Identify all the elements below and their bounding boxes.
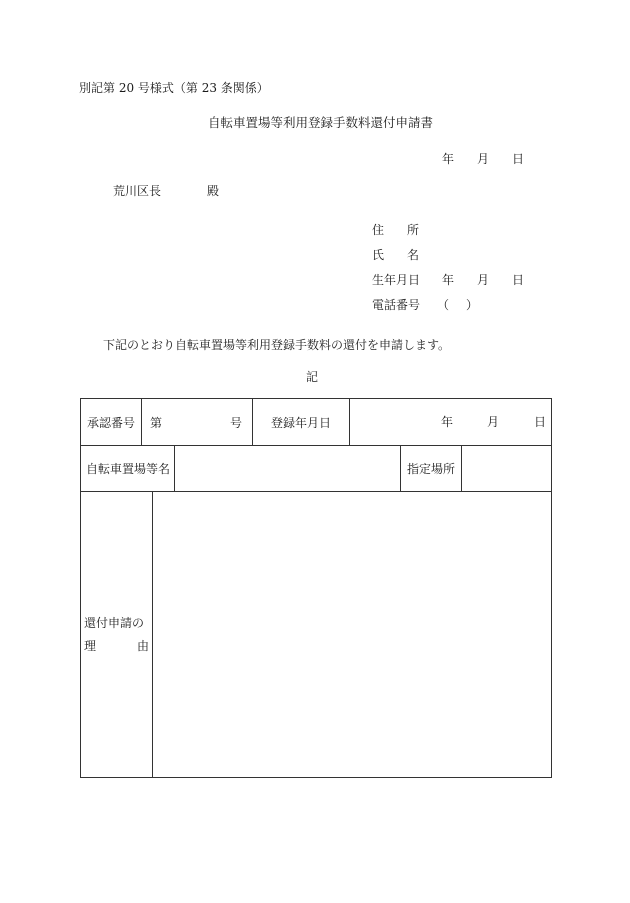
reason-label-line1: 還付申請の	[84, 615, 145, 630]
name-label-2: 名	[407, 248, 420, 262]
approval-dai: 第	[150, 415, 163, 430]
approval-go: 号	[229, 415, 242, 430]
reg-day-label: 日	[534, 415, 547, 429]
reason-label	[81, 492, 153, 778]
phone-label: 電話番号	[372, 298, 421, 312]
registration-date-label: 登録年月日	[253, 399, 350, 446]
approval-number-label: 承認番号	[81, 399, 142, 446]
document-title: 自転車置場等利用登録手数料還付申請書	[208, 115, 434, 130]
phone-open-paren: （	[437, 298, 450, 312]
registration-date-field[interactable]	[350, 399, 552, 446]
reg-year-label: 年	[441, 415, 454, 429]
row-reason	[81, 492, 552, 778]
ki-heading: 記	[306, 370, 319, 384]
reg-month-label: 月	[487, 415, 500, 429]
parking-name-label: 自転車置場等名	[81, 446, 175, 492]
birthdate-label: 生年月日	[372, 273, 421, 287]
reason-field[interactable]	[153, 492, 552, 778]
reason-label-line2	[84, 635, 152, 658]
birth-day-label: 日	[512, 273, 525, 287]
phone-close-paren: ）	[466, 298, 479, 312]
application-statement: 下記のとおり自転車置場等利用登録手数料の還付を申請します。	[103, 338, 451, 352]
birth-month-label: 月	[477, 273, 490, 287]
addressee-name: 荒川区長	[113, 184, 162, 198]
designated-place-field[interactable]	[462, 446, 552, 492]
row-approval	[81, 399, 552, 446]
application-table	[80, 398, 552, 778]
name-label-1: 氏	[372, 248, 385, 262]
row-parking	[81, 446, 552, 492]
date-month-label: 月	[477, 152, 490, 166]
address-label-2: 所	[407, 223, 420, 237]
date-year-label: 年	[442, 152, 455, 166]
approval-number-field[interactable]	[142, 399, 253, 446]
designated-place-label: 指定場所	[401, 446, 462, 492]
birth-year-label: 年	[442, 273, 455, 287]
reason-ri: 理	[84, 638, 97, 653]
parking-name-field[interactable]	[175, 446, 401, 492]
form-number: 別記第 20 号様式（第 23 条関係）	[79, 81, 269, 95]
address-label-1: 住	[372, 223, 385, 237]
reason-yu: 由	[136, 638, 149, 653]
addressee-honorific: 殿	[207, 184, 220, 198]
date-day-label: 日	[512, 152, 525, 166]
